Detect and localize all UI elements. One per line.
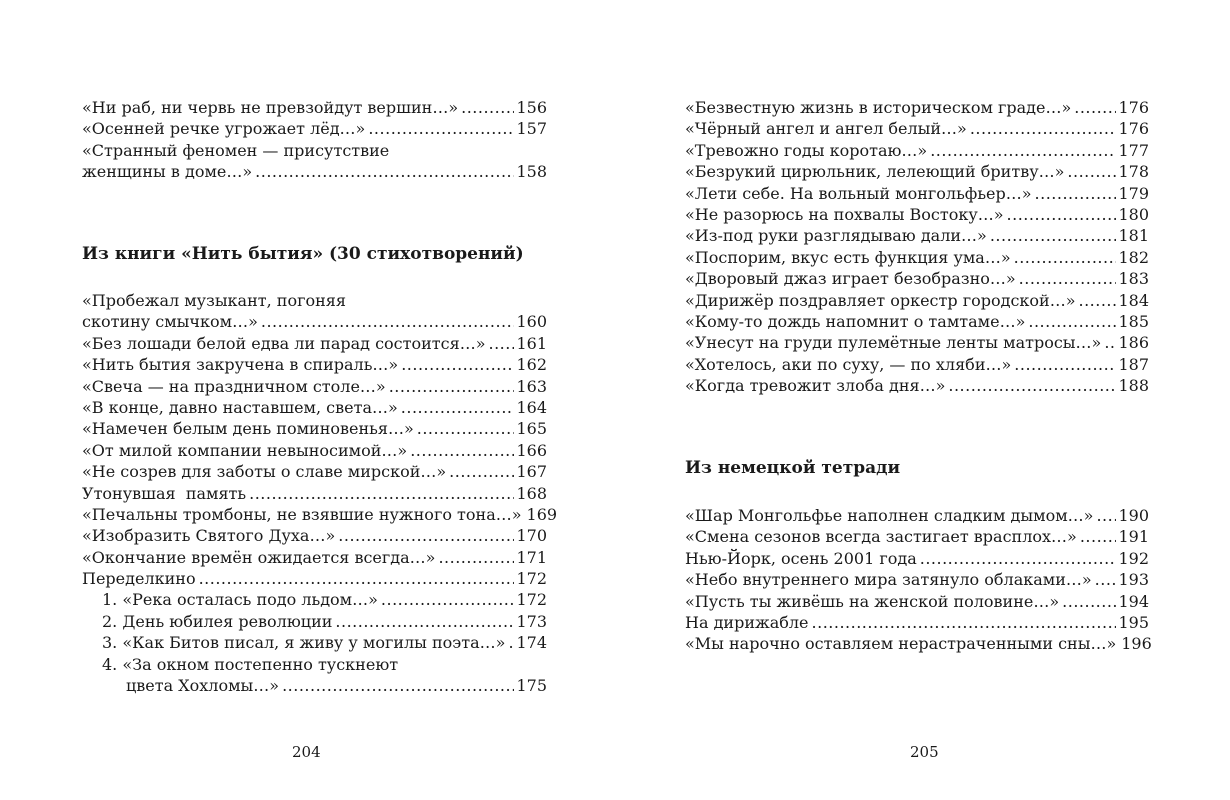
toc-entry	[685, 505, 1149, 526]
toc-entry-title: женщины в доме…»	[82, 162, 253, 182]
leader-dots	[1095, 569, 1117, 590]
toc-entry-title: «Свеча — на праздничном столе…»	[82, 376, 386, 396]
leader-dots	[1096, 505, 1116, 526]
toc-entry	[82, 376, 547, 397]
toc-entry	[685, 161, 1149, 182]
toc-entry-page: 173	[516, 611, 547, 631]
toc-entry	[82, 161, 547, 182]
toc-entry-page: 191	[1118, 527, 1149, 547]
leader-dots	[812, 612, 1117, 633]
toc-entry-title: «Не созрев для заботы о славе мирской…»	[82, 462, 447, 482]
toc-entry-page: 168	[516, 483, 547, 503]
leader-dots	[249, 483, 514, 504]
toc-entry-title: «Смена сезонов всегда застигает врасплох…»	[685, 527, 1077, 547]
toc-entry	[685, 569, 1149, 590]
toc-entry	[685, 140, 1149, 161]
toc-entry-title: Утонувшая память	[82, 483, 247, 503]
toc-entry	[685, 375, 1149, 396]
leader-dots	[1014, 247, 1117, 268]
toc-entry	[82, 568, 547, 589]
toc-entry-title: «Поспорим, вкус есть функция ума…»	[685, 247, 1011, 267]
toc-entry	[82, 525, 547, 546]
toc-entry-title: «Унесут на груди пулемётные ленты матросы…»	[685, 333, 1102, 353]
toc-entry	[82, 397, 547, 418]
toc-entry-title: «Изобразить Святого Духа…»	[82, 526, 336, 546]
toc-entry-page: 171	[516, 547, 547, 567]
toc-entry-page: 161	[516, 333, 547, 353]
toc-entry	[685, 97, 1149, 118]
leader-dots	[338, 525, 514, 546]
toc-entry	[82, 547, 547, 568]
toc-entry-title-line1: «Странный феномен — присутствие	[82, 140, 390, 160]
toc-sub-entry	[82, 632, 547, 653]
leader-dots	[488, 333, 514, 354]
toc-entry	[685, 548, 1149, 569]
leader-dots	[1067, 161, 1116, 182]
toc-sub-entry	[82, 675, 547, 696]
toc-entry	[685, 526, 1149, 547]
toc-entry	[685, 591, 1149, 612]
toc-entry-page: 179	[1118, 183, 1149, 203]
toc-entry-page: 176	[1118, 98, 1149, 117]
toc-entry	[685, 290, 1149, 311]
toc-entry-page: 195	[1118, 612, 1149, 632]
toc-entry-page: 174	[516, 633, 547, 653]
toc-entry-title: «Намечен белым день поминовенья…»	[82, 419, 414, 439]
toc-entry-title: «Когда тревожит злоба дня…»	[685, 376, 946, 396]
leader-dots	[438, 547, 514, 568]
toc-entry	[82, 118, 547, 139]
toc-entry-page: 182	[1118, 247, 1149, 267]
toc-entry-page: 157	[516, 119, 547, 139]
leader-dots	[199, 568, 515, 589]
leader-dots	[970, 118, 1117, 139]
page-number: 204	[292, 743, 321, 761]
toc-entry-title: «Безвестную жизнь в историческом граде…»	[685, 98, 1072, 117]
toc-entry-page: 187	[1118, 354, 1149, 374]
toc-entry-page: 180	[1118, 204, 1149, 224]
left-page	[82, 0, 558, 800]
toc-entry-title: 3. «Как Битов писал, я живу у могилы поэта…»	[102, 633, 506, 653]
toc-entry-page: 158	[516, 162, 547, 182]
toc-entry-page: 181	[1118, 226, 1149, 246]
toc-entry-page: 194	[1118, 591, 1149, 611]
leader-dots	[1062, 591, 1116, 612]
right-page	[685, 0, 1152, 800]
section-heading: Из книги «Нить бытия» (30 стихотворений)	[82, 244, 524, 264]
toc-entry-title: Переделкино	[82, 569, 196, 589]
toc-entry-page: 169	[526, 504, 558, 524]
toc-entry-title: «Без лошади белой едва ли парад состоится…»	[82, 333, 486, 353]
toc-entry-page: 175	[516, 676, 547, 696]
toc-entry-title: «Мы нарочно оставляем нерастраченными сны…»	[685, 634, 1117, 654]
toc-entry-title: цвета Хохломы…»	[126, 676, 280, 696]
toc-entry-page: 177	[1118, 140, 1149, 160]
toc-entry-title: «Лети себе. На вольный монгольфьер…»	[685, 183, 1032, 203]
leader-dots	[930, 140, 1116, 161]
leader-dots	[261, 311, 515, 332]
leader-dots	[410, 440, 514, 461]
leader-dots	[461, 97, 514, 118]
toc-entry	[82, 333, 547, 354]
toc-entry-title: «Безрукий цирюльник, лелеющий бритву…»	[685, 162, 1065, 182]
leader-dots	[990, 225, 1117, 246]
toc-entry	[82, 418, 547, 439]
toc-section-list-left	[82, 290, 558, 696]
toc-entry-page: 188	[1118, 376, 1149, 396]
toc-entry-page: 164	[516, 397, 547, 417]
toc-entry-page: 170	[516, 526, 547, 546]
toc-entry	[685, 633, 1152, 654]
toc-entry	[685, 612, 1149, 633]
toc-entry-title: «Небо внутреннего мира затянуло облаками…»	[685, 570, 1092, 590]
toc-entry-title: «Дирижёр поздравляет оркестр городской…»	[685, 290, 1076, 310]
toc-entry-title: «Хотелось, аки по суху, — по хляби…»	[685, 354, 1012, 374]
toc-entry	[685, 118, 1149, 139]
toc-entry-page: 172	[516, 590, 547, 610]
leader-dots	[401, 354, 514, 375]
toc-entry-page: 183	[1118, 269, 1149, 289]
toc-entry-page: 178	[1118, 162, 1149, 182]
toc-entry-title-line1: «Пробежал музыкант, погоняя	[82, 291, 346, 310]
toc-entry-title: «Дворовый джаз играет безобразно…»	[685, 269, 1016, 289]
toc-entry-page: 190	[1118, 506, 1149, 525]
leader-dots	[1014, 354, 1116, 375]
leader-dots	[449, 461, 514, 482]
toc-entry	[82, 97, 547, 118]
leader-dots	[1104, 332, 1116, 353]
toc-entry-title: «Ни раб, ни червь не превзойдут вершин…»	[82, 98, 459, 117]
leader-dots	[389, 376, 515, 397]
toc-entry	[82, 354, 547, 375]
toc-sub-entry	[82, 611, 547, 632]
leader-dots	[1074, 97, 1116, 118]
toc-entry-title: «От милой компании невыносимой…»	[82, 440, 408, 460]
toc-entry-page: 192	[1118, 548, 1149, 568]
toc-entry-page: 176	[1118, 119, 1149, 139]
toc-entry-page: 162	[516, 355, 547, 375]
leader-dots	[1028, 311, 1116, 332]
toc-entry-title: «Окончание времён ожидается всегда…»	[82, 547, 436, 567]
toc-entry	[82, 461, 547, 482]
leader-dots	[335, 611, 514, 632]
page-number: 205	[910, 743, 939, 761]
toc-entry	[685, 225, 1149, 246]
toc-entry-title: 2. День юбилея революции	[102, 611, 333, 631]
leader-dots	[417, 418, 515, 439]
leader-dots	[1035, 183, 1117, 204]
leader-dots	[1080, 526, 1117, 547]
toc-entry-title-line1: 4. «За окном постепенно тускнеют	[102, 654, 399, 674]
leader-dots	[381, 589, 515, 610]
toc-entry	[685, 354, 1149, 375]
toc-entry	[82, 440, 547, 461]
toc-entry	[685, 183, 1149, 204]
toc-entry-title: скотину смычком…»	[82, 312, 258, 332]
toc-entry-title: «Тревожно годы коротаю…»	[685, 140, 928, 160]
toc-top-list-right	[685, 97, 1149, 396]
toc-entry-title: «Не разорюсь на похвалы Востоку…»	[685, 204, 1004, 224]
toc-entry-title: «Чёрный ангел и ангел белый…»	[685, 119, 967, 139]
toc-entry-title: «Нить бытия закручена в спираль…»	[82, 355, 399, 375]
toc-entry	[685, 268, 1149, 289]
toc-entry-page: 156	[516, 98, 547, 117]
leader-dots	[508, 632, 514, 653]
leader-dots	[282, 675, 514, 696]
toc-entry	[82, 504, 558, 525]
toc-entry	[685, 332, 1149, 353]
leader-dots	[255, 161, 514, 182]
toc-entry-page: 163	[516, 376, 547, 396]
leader-dots	[920, 548, 1117, 569]
leader-dots	[1007, 204, 1117, 225]
toc-entry-title: «В конце, давно наставшем, света…»	[82, 397, 398, 417]
section-heading: Из немецкой тетради	[685, 458, 901, 478]
toc-entry-page: 186	[1118, 333, 1149, 353]
leader-dots	[1078, 290, 1116, 311]
toc-entry-title: 1. «Река осталась подо льдом…»	[102, 590, 378, 610]
toc-entry-title: «Печальны тромбоны, не взявшие нужного тона…»	[82, 504, 522, 524]
toc-top-list-left	[82, 97, 547, 183]
toc-entry-page: 165	[516, 419, 547, 439]
toc-entry	[82, 311, 547, 332]
leader-dots	[368, 118, 514, 139]
toc-sub-entry	[82, 589, 547, 610]
toc-entry	[685, 247, 1149, 268]
toc-entry-title: «Осенней речке угрожает лёд…»	[82, 119, 366, 139]
toc-entry-page: 160	[516, 312, 547, 332]
toc-entry	[82, 483, 547, 504]
toc-entry-title: «Кому-то дождь напомнит о тамтаме…»	[685, 311, 1026, 331]
toc-entry-title: На дирижабле	[685, 612, 809, 632]
toc-entry	[685, 311, 1149, 332]
toc-entry-title: «Шар Монгольфье наполнен сладким дымом…»	[685, 506, 1094, 525]
toc-entry	[685, 204, 1149, 225]
toc-entry-title: «Из-под руки разглядываю дали…»	[685, 226, 987, 246]
toc-section-list-right	[685, 505, 1152, 655]
toc-entry-page: 166	[516, 440, 547, 460]
toc-entry-page: 167	[516, 462, 547, 482]
leader-dots	[948, 375, 1116, 396]
toc-entry-page: 193	[1118, 570, 1149, 590]
leader-dots	[401, 397, 515, 418]
toc-entry-page: 172	[516, 569, 547, 589]
toc-entry-page: 184	[1118, 290, 1149, 310]
toc-entry-page: 196	[1121, 634, 1152, 654]
leader-dots	[1019, 268, 1117, 289]
toc-entry-title: Нью-Йорк, осень 2001 года	[685, 548, 917, 568]
toc-entry-page: 185	[1118, 311, 1149, 331]
toc-entry-title: «Пусть ты живёшь на женской половине…»	[685, 591, 1060, 611]
